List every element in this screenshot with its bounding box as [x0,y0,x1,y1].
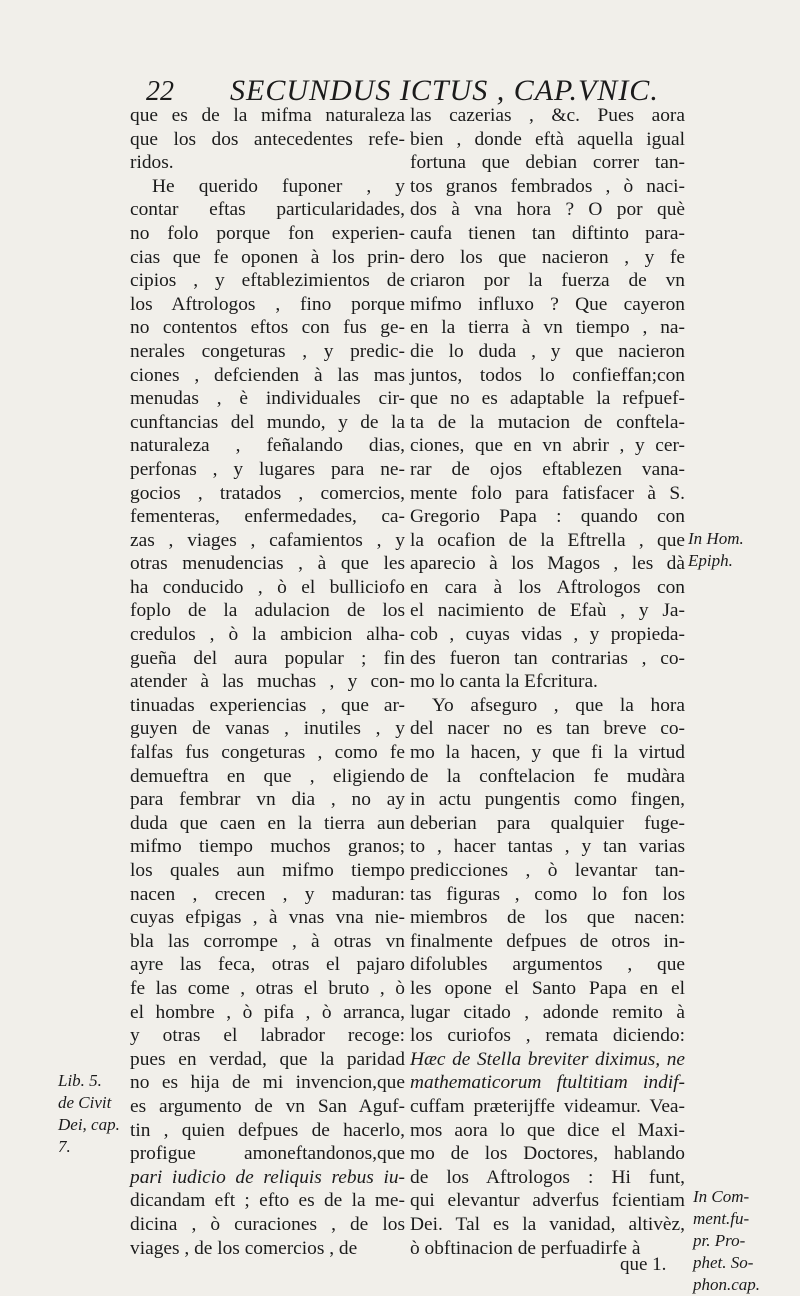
text-line: la ocafion de la Eftrella , que [410,529,685,551]
text-line: mathematicorum ftultitiam indif- [410,1072,685,1094]
text-line: aparecio à los Magos , les dà [410,553,685,575]
text-line: en cara à los Aftrologos con [410,576,685,598]
text-line: de la conftelacion fe mudàra [410,765,685,787]
text-line: fe las come , otras el bruto , ò [130,977,405,999]
text-line: cuffam præterijffe videamur. Vea- [410,1095,685,1117]
text-line: cob , cuyas vidas , y propieda- [410,624,685,646]
text-line: lugar citado , adonde remito à [410,1001,685,1023]
text-line: que es de la mifma naturaleza [130,105,405,126]
text-line: foplo de la adulacion de los [130,600,405,622]
text-line: in actu pungentis como fingen, [410,789,685,811]
text-line: cunftancias del mundo, y de la [130,411,405,433]
text-line: dicina , ò curaciones , de los [130,1213,405,1235]
margin-note-line: de Civit [58,1093,112,1112]
text-line: dos à vna hora ? O por què [410,199,685,221]
text-line: no es hija de mi invencion,que [130,1072,405,1094]
margin-note-line: Dei, cap. [58,1115,120,1134]
text-line: ridos. [130,152,174,174]
text-line: miembros de los que nacen: [410,907,685,929]
margin-note-left [58,1070,120,1158]
margin-note-line: phet. So- [693,1253,754,1272]
text-line: ayre las feca, otras el pajaro [130,954,405,976]
text-line: He querido fuponer , y [152,175,405,197]
text-line: cias que fe oponen à los prin- [130,246,405,268]
text-line: guyen de vanas , inutiles , y [130,718,405,740]
text-line: ò obftinacion de perfuadirfe à [410,1237,641,1259]
text-line: tinuadas experiencias , que ar- [130,694,405,716]
text-line: to , hacer tantas , y tan varias [410,836,685,858]
text-line: des fueron tan contrarias , co- [410,647,685,669]
text-line: die lo duda , y que nacieron [410,340,685,362]
text-line: dicandam eft ; efto es de la me- [130,1190,405,1212]
text-line: mo la hacen, y que fi la virtud [410,742,685,764]
text-line: difolubles argumentos , que [410,954,685,976]
text-line: nerales congeturas , y predic- [130,340,405,362]
text-line: el nacimiento de Efaù , y Ja- [410,600,685,622]
text-line: mente folo para fatisfacer à S. [410,482,685,504]
text-line: no contentos eftos con fus ge- [130,317,405,339]
text-line: los quales aun mifmo tiempo [130,860,405,881]
text-line: profigue amoneftandonos,que [130,1143,405,1165]
text-line: criaron por la fuerza de vn [410,270,685,292]
text-line: ciones, que en vn abrir , y cer- [410,435,685,457]
text-line: demueftra en que , eligiendo [130,765,405,787]
text-line: mifmo influxo ? Que cayeron [410,293,685,315]
text-line: juntos, todos lo confieffan;con [410,364,685,386]
text-line: predicciones , ò levantar tan- [410,860,685,881]
text-line: fementeras, enfermedades, ca- [130,506,405,528]
margin-note-line: In Com- [693,1187,750,1206]
text-line: mo de los Doctores, hablando [410,1143,685,1165]
text-line: que los dos antecedentes refe- [130,128,405,150]
text-line: y otras el labrador recoge: [130,1025,405,1047]
text-line: las cazerias , &c. Pues aora [410,105,685,126]
text-line: les opone el Santo Papa en el [410,977,685,999]
text-line: Gregorio Papa : quando con [410,506,685,528]
text-line: ha conducido , ò el bulliciofo [130,576,405,598]
text-line: nacen , crecen , y maduran: [130,883,405,905]
text-line: caufa tienen tan diftinto para- [410,222,685,244]
page-number: 22 [146,76,174,107]
text-line: pues en verdad, que la paridad [130,1048,405,1070]
margin-note-line: ment.fu- [693,1209,750,1228]
text-line: credulos , ò la ambicion alha- [130,624,405,646]
catchword: que 1. [620,1254,667,1275]
text-line: los curiofos , remata diciendo: [410,1025,685,1047]
text-line: pari iudicio de reliquis rebus iu- [130,1166,405,1188]
text-line: mo lo canta la Efcritura. [410,671,598,693]
text-line: gocios , tratados , comercios, [130,482,405,504]
text-line: duda que caen en la tierra aun [130,812,405,834]
text-line: fortuna que debian correr tan- [410,152,685,174]
text-line: bla las corrompe , à otras vn [130,930,405,952]
text-line: gueña del aura popular ; fin [130,647,405,669]
text-line: tin , quien defpues de hacerlo, [130,1119,405,1141]
text-line: cuyas efpigas , à vnas vna nie- [130,907,405,929]
margin-note-right-bottom [693,1186,760,1296]
text-line: falfas fus congeturas , como fe [130,742,405,764]
text-line: que no es adaptable la refpuef- [410,388,685,410]
text-line: Dei. Tal es la vanidad, altivèz, [410,1213,685,1235]
margin-note-line: phon.cap. [693,1275,761,1294]
text-line: mifmo tiempo muchos granos; [130,836,405,858]
text-line: mos aora lo que dice el Maxi- [410,1119,685,1141]
text-line: qui elevantur adverfus fcientiam [410,1190,685,1212]
text-line: dero los que nacieron , y fe [410,246,685,268]
margin-note-line: Lib. 5. [58,1071,102,1090]
margin-note-right-top [688,528,744,572]
left-text-column [130,104,405,1260]
text-line: rar de ojos eftablezen vana- [410,458,685,480]
margin-note-line: pr. Pro- [693,1231,746,1250]
text-line: viages , de los comercios , de [130,1237,358,1259]
text-line: otras menudencias , à que les [130,553,405,575]
text-line: no folo porque fon experien- [130,222,405,244]
margin-note-line: 7. [58,1137,71,1156]
right-text-column [410,104,685,1260]
text-line: tos granos fembrados , ò naci- [410,175,685,197]
text-line: ta de la mutacion de conftela- [410,411,685,433]
text-line: bien , donde eftà aquella igual [410,128,685,150]
text-line: deberian para qualquier fuge- [410,812,685,834]
text-line: del nacer no es tan breve co- [410,718,685,740]
text-line: naturaleza , feñalando dias, [130,435,405,457]
text-line: zas , viages , cafamientos , y [130,529,405,551]
text-line: menudas , è individuales cir- [130,388,405,410]
text-line: de los Aftrologos : Hi funt, [410,1166,685,1188]
text-line: perfonas , y lugares para ne- [130,458,405,480]
text-line: Yo afseguro , que la hora [432,694,685,716]
text-line: ciones , defcienden à las mas [130,364,405,386]
text-line: cipios , y eftablezimientos de [130,270,405,292]
text-line: los Aftrologos , fino porque [130,293,405,315]
text-line: tas figuras , como lo fon los [410,883,685,905]
text-line: finalmente defpues de otros in- [410,930,685,952]
margin-note-line: Epiph. [688,551,733,570]
text-line: es argumento de vn San Aguf- [130,1095,405,1117]
text-line: para fembrar vn dia , no ay [130,789,405,811]
margin-note-line: In Hom. [688,529,744,548]
running-head: SECUNDUS ICTUS , CAP.VNIC. [230,74,659,107]
text-line: en la tierra à vn tiempo , na- [410,317,685,339]
text-line: el hombre , ò pifa , ò arranca, [130,1001,405,1023]
text-line: contar eftas particularidades, [130,199,405,221]
text-line: Hæc de Stella breviter diximus, ne [410,1048,685,1070]
text-line: atender à las muchas , y con- [130,671,405,693]
